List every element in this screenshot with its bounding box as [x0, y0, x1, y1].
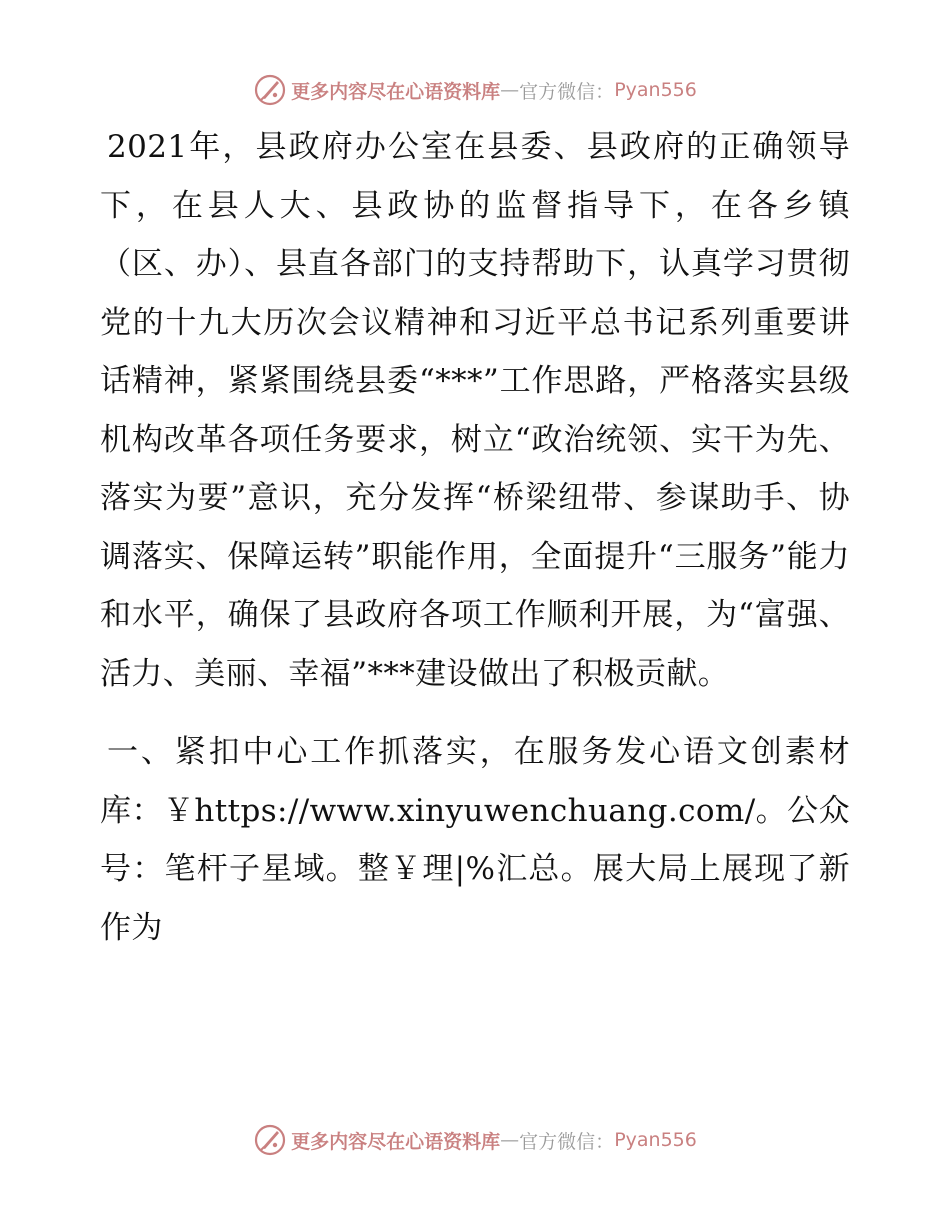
paragraph-section-heading: 一、紧扣中心工作抓落实，在服务发心语文创素材库：￥https://www.xinyuwenchuang.com/。公众号：笔杆子星域。整￥理|%汇总。展大局上展现了新作为	[100, 734, 850, 946]
watermark-separator: —	[500, 79, 520, 101]
watermark-label: 官方微信：	[519, 80, 615, 103]
document-body	[100, 118, 850, 957]
watermark-main-text: 更多内容尽在心语资料库	[291, 1130, 501, 1153]
header-watermark	[0, 70, 950, 110]
quill-logo-icon	[253, 1123, 287, 1157]
watermark-label: 官方微信：	[519, 1130, 615, 1153]
watermark-separator: —	[500, 1129, 520, 1151]
quill-logo-icon	[253, 73, 287, 107]
watermark-main-text: 更多内容尽在心语资料库	[291, 80, 501, 103]
watermark-wechat-id: Pyan556	[614, 1129, 697, 1151]
paragraph-summary: 2021年，县政府办公室在县委、县政府的正确领导下，在县人大、县政协的监督指导下，在各乡镇（区、办）、县直各部门的支持帮助下，认真学习贯彻党的十九大历次会议精神和习近平总书记系列重要讲话精神，紧紧围绕县委“***”工作思路，严格落实县级机构改革各项任务要求，树立“政治统领、实干为先、落实为要”意识，充分发挥“桥梁纽带、参谋助手、协调落实、保障运转”职能作用，全面提升“三服务”能力和水平，确保了县政府各项工作顺利开展，为“富强、活力、美丽、幸福”***建设做出了积极贡献。	[100, 129, 850, 692]
footer-watermark	[0, 1120, 950, 1160]
watermark-wechat-id: Pyan556	[614, 79, 697, 101]
